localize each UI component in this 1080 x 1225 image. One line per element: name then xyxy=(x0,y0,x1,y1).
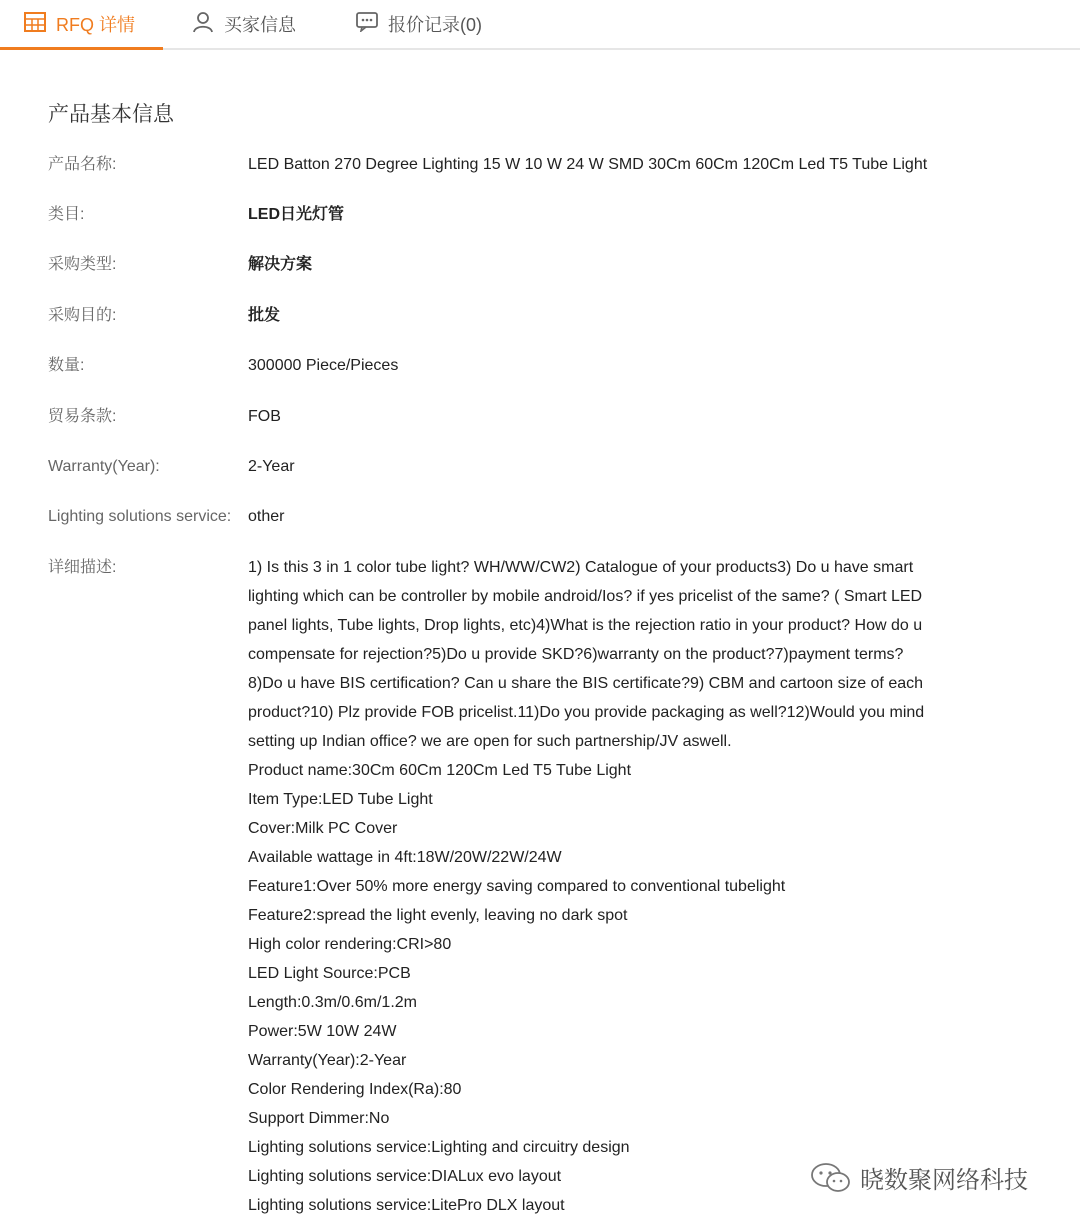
section-title: 产品基本信息 xyxy=(48,103,174,126)
field-value: other xyxy=(248,508,285,525)
tab-quote-records[interactable] xyxy=(356,0,482,48)
tab-bar xyxy=(0,0,1080,50)
description-line: setting up Indian office? we are open for such partnership/JV aswell. xyxy=(248,733,732,750)
field-value: LED日光灯管 xyxy=(248,206,345,223)
description-line: Length:0.3m/0.6m/1.2m xyxy=(248,994,417,1011)
description-line: Color Rendering Index(Ra):80 xyxy=(248,1081,462,1098)
tab-label: RFQ 详情 xyxy=(56,15,135,35)
field-label: Warranty(Year): xyxy=(48,458,160,475)
grid-icon xyxy=(24,12,46,37)
description-line: Power:5W 10W 24W xyxy=(248,1023,397,1040)
description-line: Product name:30Cm 60Cm 120Cm Led T5 Tube Light xyxy=(248,762,632,779)
field-value: LED Batton 270 Degree Lighting 15 W 10 W 24 W SMD 30Cm 60Cm 120Cm Led T5 Tube Light xyxy=(248,156,928,173)
description-line: compensate for rejection?5)Do u provide SKD?6)warranty on the product?7)payment terms? xyxy=(248,646,904,663)
tab-label: 买家信息 xyxy=(224,15,296,35)
description-line: product?10) Plz provide FOB pricelist.11)Do you provide packaging as well?12)Would you mind xyxy=(248,704,925,721)
user-icon xyxy=(192,11,214,38)
tab-buyer-info[interactable] xyxy=(192,0,296,48)
field-label: 贸易条款: xyxy=(48,408,117,425)
description-line: Feature1:Over 50% more energy saving compared to conventional tubelight xyxy=(248,878,786,895)
watermark xyxy=(810,1160,1028,1195)
description-text xyxy=(248,553,938,1220)
field-label: 采购类型: xyxy=(48,256,117,273)
description-line: Support Dimmer:No xyxy=(248,1110,390,1127)
field-label: Lighting solutions service: xyxy=(48,508,232,525)
field-label: 采购目的: xyxy=(48,307,117,324)
description-line: Feature2:spread the light evenly, leaving no dark spot xyxy=(248,907,628,924)
description-line: Lighting solutions service:DIALux evo layout xyxy=(248,1168,562,1185)
description-line: Warranty(Year):2-Year xyxy=(248,1052,407,1069)
description-line: High color rendering:CRI>80 xyxy=(248,936,452,953)
description-line: Available wattage in 4ft:18W/20W/22W/24W xyxy=(248,849,562,866)
description-line: Cover:Milk PC Cover xyxy=(248,820,398,837)
field-label: 详细描述: xyxy=(48,559,117,576)
description-line: Item Type:LED Tube Light xyxy=(248,791,433,808)
chat-icon xyxy=(356,12,378,37)
description-line: 8)Do u have BIS certification? Can u share the BIS certificate?9) CBM and cartoon size of each xyxy=(248,675,924,692)
tab-rfq-details[interactable] xyxy=(0,0,163,48)
watermark-text: 晓数聚网络科技 xyxy=(860,1167,1028,1194)
field-value: 2-Year xyxy=(248,458,295,475)
field-value: FOB xyxy=(248,408,281,425)
wechat-icon xyxy=(810,1161,852,1195)
description-line: LED Light Source:PCB xyxy=(248,965,411,982)
tab-label: 报价记录(0) xyxy=(388,15,482,35)
description-line: Lighting solutions service:LitePro DLX layout xyxy=(248,1197,565,1214)
field-label: 类目: xyxy=(48,206,85,223)
field-value: 批发 xyxy=(248,307,281,324)
field-value: 300000 Piece/Pieces xyxy=(248,357,399,374)
description-line: lighting which can be controller by mobile android/Ios? if yes pricelist of the same? ( Smart LED xyxy=(248,588,923,605)
description-line: 1) Is this 3 in 1 color tube light? WH/WW/CW2) Catalogue of your products3) Do u have smart xyxy=(248,559,914,576)
field-label: 产品名称: xyxy=(48,156,117,173)
description-line: Lighting solutions service:Lighting and circuitry design xyxy=(248,1139,630,1156)
field-label: 数量: xyxy=(48,357,85,374)
description-line: panel lights, Tube lights, Drop lights, etc)4)What is the rejection ratio in your product? How do u xyxy=(248,617,923,634)
field-value: 解决方案 xyxy=(248,256,313,273)
